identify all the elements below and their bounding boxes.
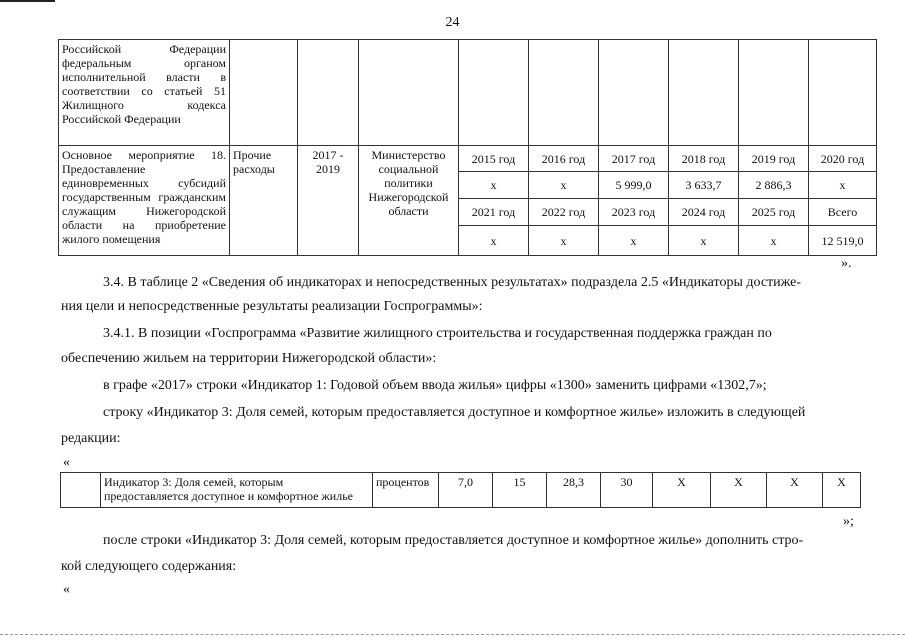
- indicator-value: Х: [711, 473, 767, 508]
- year-cell: 2023 год: [599, 199, 669, 226]
- page-number: 24: [445, 15, 460, 30]
- year-cell: 2015 год: [459, 146, 529, 172]
- table-row: [59, 40, 877, 146]
- executor: Министерство социальной политики Нижегородской области: [359, 146, 459, 256]
- value-cell: 5 999,0: [599, 172, 669, 199]
- value-cell: 2 886,3: [739, 172, 809, 199]
- opening-quote: «: [63, 582, 70, 597]
- opening-quote: «: [63, 455, 70, 470]
- paragraph-3-4-1-line-1: 3.4.1. В позиции «Госпрограмма «Развитие жилищного строительства и государственная поддержка граждан по: [103, 326, 772, 341]
- value-cell: х: [529, 226, 599, 256]
- year-cell: 2022 год: [529, 199, 599, 226]
- closing-quote: ».: [841, 256, 852, 271]
- year-cell: 2019 год: [739, 146, 809, 172]
- year-cell: Всего: [809, 199, 877, 226]
- indicator-table: [60, 472, 861, 508]
- paragraph-indicator-3-line-1: строку «Индикатор 3: Доля семей, которым предоставляется доступное и комфортное жилье» изложить в следующей: [103, 405, 806, 420]
- year-cell: 2025 год: [739, 199, 809, 226]
- value-cell: х: [599, 226, 669, 256]
- value-cell: х: [529, 172, 599, 199]
- measure-name: Основное мероприятие 18. Предоставление единовременных субсидий государственным гражданским служащим Нижегородской области на приобретение жилого помещения: [59, 146, 230, 256]
- year-cell: 2016 год: [529, 146, 599, 172]
- value-cell: 3 633,7: [669, 172, 739, 199]
- indicator-value: Х: [653, 473, 711, 508]
- paragraph-indicator-3-line-2: редакции:: [61, 431, 121, 446]
- year-cell: 2018 год: [669, 146, 739, 172]
- value-cell: х: [459, 172, 529, 199]
- corner-mark: [0, 0, 55, 2]
- indicator-value: 30: [601, 473, 653, 508]
- table-row: [61, 473, 861, 508]
- paragraph-after-indicator-line-1: после строки «Индикатор 3: Доля семей, которым предоставляется доступное и комфортное жилье» дополнить стро-: [103, 533, 804, 548]
- expense-type: Прочие расходы: [230, 146, 298, 256]
- paragraph-3-4-line-2: ния цели и непосредственные результаты реализации Госпрограммы»:: [61, 299, 483, 314]
- value-cell: х: [669, 226, 739, 256]
- indicator-value: Х: [767, 473, 823, 508]
- indicator-name: Индикатор 3: Доля семей, которым предоставляется доступное и комфортное жилье: [101, 473, 373, 508]
- paragraph-3-4-1-line-2: обеспечению жильем на территории Нижегородской области»:: [61, 351, 437, 366]
- indicator-value: Х: [823, 473, 861, 508]
- indicator-unit: процентов: [373, 473, 439, 508]
- value-cell: х: [739, 226, 809, 256]
- year-cell: 2020 год: [809, 146, 877, 172]
- value-cell: 12 519,0: [809, 226, 877, 256]
- indicator-value: 28,3: [547, 473, 601, 508]
- indicator-value: 15: [493, 473, 547, 508]
- year-cell: 2024 год: [669, 199, 739, 226]
- period: 2017 - 2019: [298, 146, 359, 256]
- value-cell: х: [459, 226, 529, 256]
- measures-table: [58, 39, 877, 256]
- closing-quote: »;: [843, 514, 854, 529]
- table-row: [59, 146, 877, 172]
- value-cell: х: [809, 172, 877, 199]
- year-cell: 2017 год: [599, 146, 669, 172]
- paragraph-2017-column: в графе «2017» строки «Индикатор 1: Годовой объем ввода жилья» цифры «1300» заменить цифрами «1302,7»;: [103, 378, 767, 393]
- indicator-value: 7,0: [439, 473, 493, 508]
- paragraph-3-4-line-1: 3.4. В таблице 2 «Сведения об индикаторах и непосредственных результатах» подраздела 2.5 «Индикаторы достиже-: [103, 275, 802, 290]
- page-bottom-edge: [0, 634, 905, 636]
- continuation-cell: Российской Федерации федеральным органом исполнительной власти в соответствии со статьей 51 Жилищного кодекса Российской Федерации: [59, 40, 230, 146]
- paragraph-after-indicator-line-2: кой следующего содержания:: [61, 559, 237, 574]
- year-cell: 2021 год: [459, 199, 529, 226]
